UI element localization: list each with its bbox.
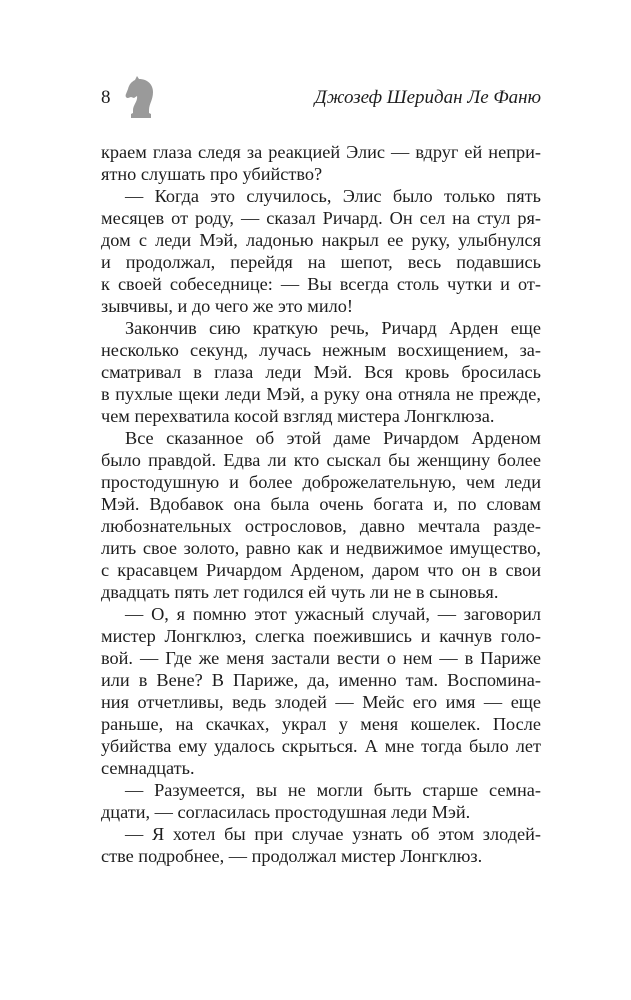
text-line: было правдой. Едва ли кто сыскал бы женщину более — [101, 450, 541, 470]
text-line: Мэй. Вдобавок она была очень богата и, по словам — [101, 494, 541, 514]
text-line: или в Вене? В Париже, да, именно там. Воспомина- — [101, 670, 541, 690]
text-line: — Когда это случилось, Элис было только пять — [125, 186, 541, 206]
text-line: лить свое золото, равно как и недвижимое имущество, — [101, 538, 541, 558]
text-line: вой. — Где же меня застали вести о нем — в Париже — [101, 648, 541, 668]
text-line: семнадцать. — [101, 758, 195, 778]
text-line: Закончив сию краткую речь, Ричард Арден еще — [125, 318, 541, 338]
text-line: чем перехватила косой взгляд мистера Лонгклюза. — [101, 406, 495, 426]
text-line: с красавцем Ричардом Арденом, даром что он в свои — [101, 560, 541, 580]
text-line: и продолжал, перейдя на шепот, весь подавшись — [101, 252, 541, 272]
text-line: раньше, на скачках, украл у меня кошелек. После — [101, 714, 541, 734]
text-line: двадцать пять лет годился ей чуть ли не в сыновья. — [101, 582, 499, 602]
text-line: месяцев от роду, — сказал Ричард. Он сел на стул ря- — [101, 208, 541, 228]
text-line: ния отчетливы, ведь злодей — Мейс его имя — еще — [101, 692, 541, 712]
text-line: ятно слушать про убийство? — [101, 164, 323, 184]
text-line: дцати, — согласилась простодушная леди Мэй. — [101, 802, 471, 822]
text-line: убийства ему удалось скрыться. А мне тогда было лет — [101, 736, 541, 756]
text-line: сматривал в глаза леди Мэй. Вся кровь бросилась — [101, 362, 541, 382]
text-line: к своей собеседнице: — Вы всегда столь чутки и от- — [101, 274, 541, 294]
text-line: зывчивы, и до чего же это мило! — [101, 296, 353, 316]
text-line: краем глаза следя за реакцией Элис — вдруг ей непри- — [101, 142, 541, 162]
text-line: мистер Лонгклюз, слегка поежившись и качнув голо- — [101, 626, 541, 646]
text-line: любознательных острословов, давно мечтала разде- — [101, 516, 541, 536]
running-head: Джозеф Шеридан Ле Фаню — [314, 87, 541, 108]
body-text — [101, 141, 541, 867]
text-line: простодушную и более доброжелательную, чем леди — [101, 472, 541, 492]
text-line: несколько секунд, лучась нежным восхищением, за- — [101, 340, 541, 360]
text-line: в пухлые щеки леди Мэй, а руку она отняла не прежде, — [101, 384, 541, 404]
text-line: стве подробнее, — продолжал мистер Лонгклюз. — [101, 846, 483, 866]
text-line: Все сказанное об этой даме Ричардом Арденом — [125, 428, 541, 448]
page-number: 8 — [101, 87, 111, 108]
page-header — [101, 78, 541, 118]
text-line: — Я хотел бы при случае узнать об этом злодей- — [125, 824, 541, 844]
text-line: — Разумеется, вы не могли быть старше семна- — [125, 780, 541, 800]
chess-knight-icon — [122, 76, 160, 120]
text-line: — О, я помню этот ужасный случай, — заговорил — [125, 604, 541, 624]
text-line: дом с леди Мэй, ладонью накрыл ее руку, улыбнулся — [101, 230, 541, 250]
